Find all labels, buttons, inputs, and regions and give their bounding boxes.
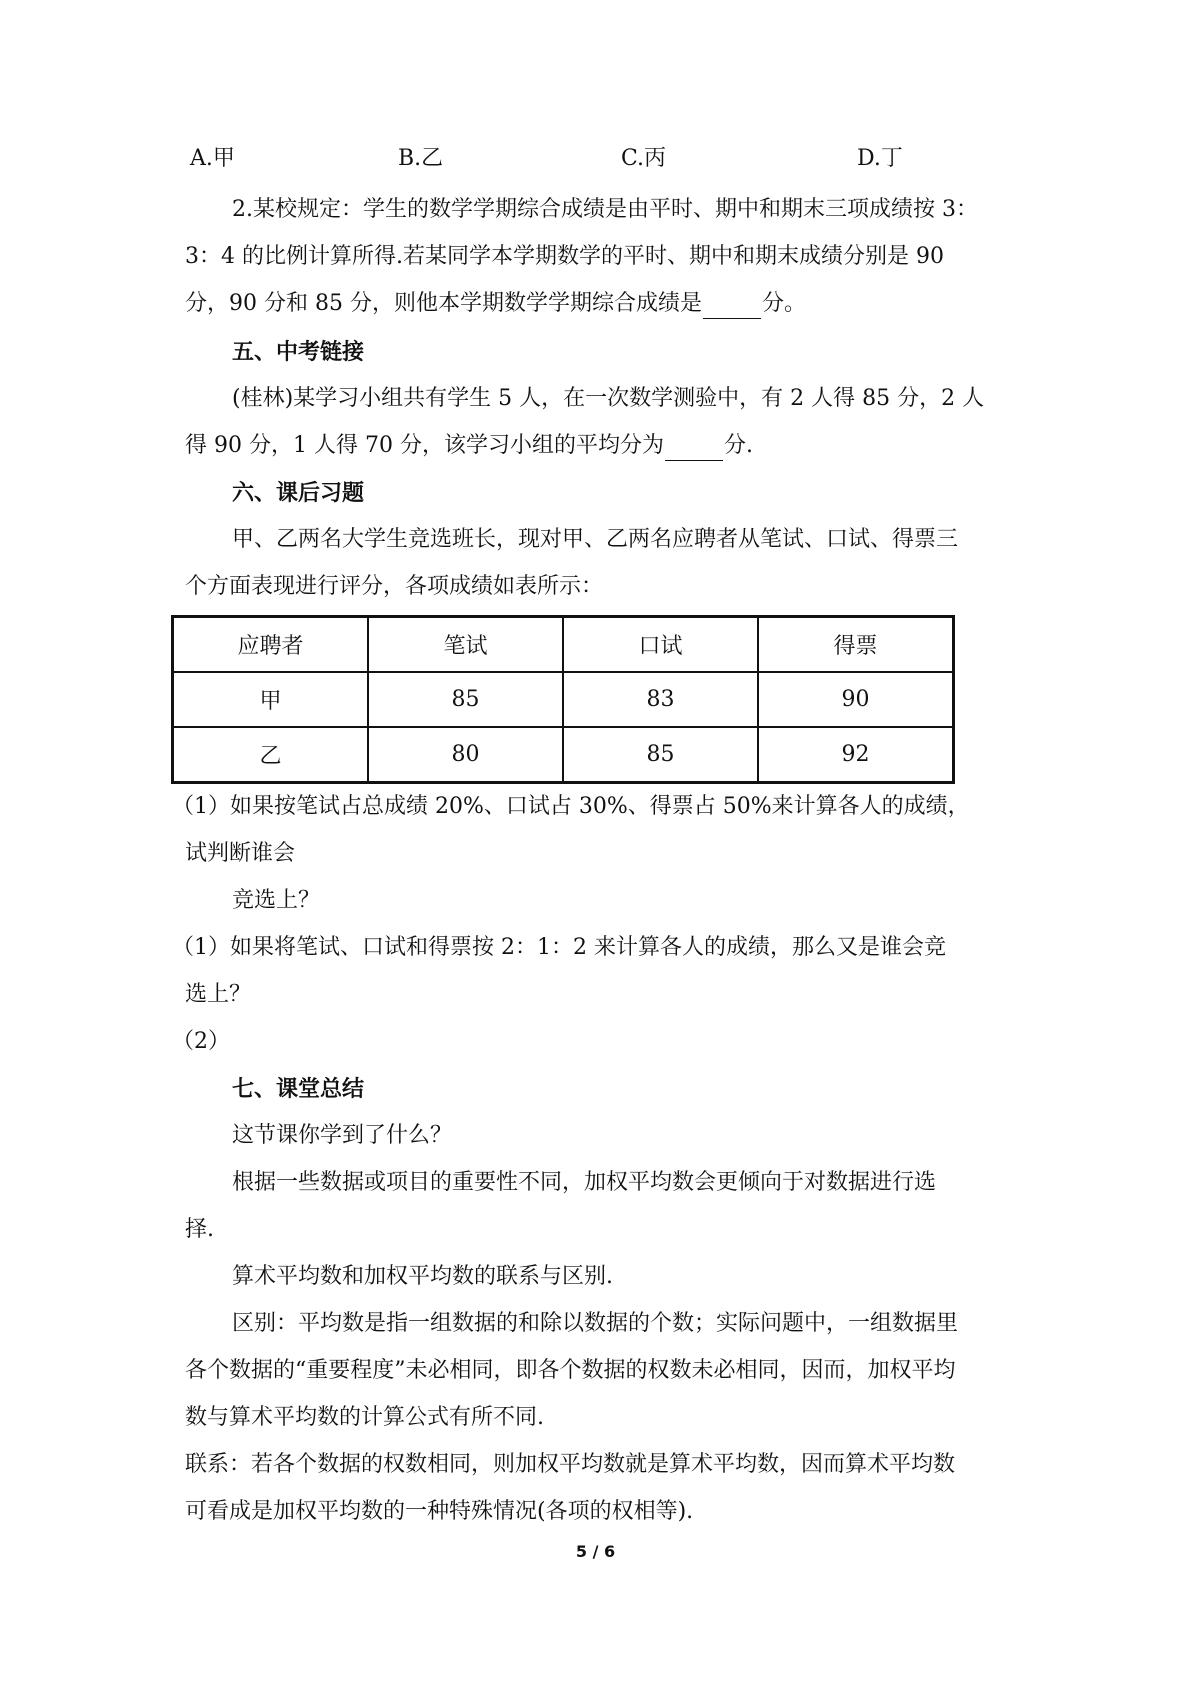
summary-p1: 这节课你学到了什么？ [232,1123,453,1148]
section-6-heading: 六、课后习题 [232,480,365,506]
q2-line-2: 3：4 的比例计算所得.若某同学本学期数学的平时、期中和期末成绩分别是 90 [185,244,944,269]
table-cell: 85 [368,672,563,727]
summary-p4-line-1: 区别：平均数是指一组数据的和除以数据的个数；实际问题中，一组数据里 [232,1311,959,1336]
table-cell: 85 [563,727,758,782]
section-5-heading: 五、中考链接 [232,339,365,365]
table-cell: 83 [563,672,758,727]
table-cell: 乙 [173,727,368,782]
table-cell: 80 [368,727,563,782]
table-cell: 92 [758,727,953,782]
section-5-line-2-after: 分. [723,433,753,458]
score-table [171,615,955,784]
answer-blank [703,296,761,319]
section-5-line-1: (桂林)某学习小组共有学生 5 人，在一次数学测验中，有 2 人得 85 分，2 人 [232,386,985,411]
section-7-heading: 七、课堂总结 [232,1076,365,1102]
q2-line-1: 2.某校规定：学生的数学学期综合成绩是由平时、期中和期末三项成绩按 3： [232,197,978,222]
table-header-cell: 口试 [563,617,758,672]
option-d: D.丁 [857,146,903,171]
summary-p3: 算术平均数和加权平均数的联系与区别. [232,1264,613,1289]
summary-p4-line-3: 数与算术平均数的计算公式有所不同. [185,1405,544,1430]
table-header-cell: 得票 [758,617,953,672]
section-5-line-2-before: 得 90 分，1 人得 70 分，该学习小组的平均分为 [185,433,664,458]
summary-p2-line-2: 择. [185,1217,214,1242]
question-2-line-2: 选上？ [185,982,252,1007]
q2-line-3-before: 分，90 分和 85 分，则他本学期数学学期综合成绩是 [185,291,702,316]
answer-blank [665,438,723,461]
table-cell: 甲 [173,672,368,727]
question-3-label: （2） [172,1029,230,1054]
question-1-line-1: （1）如果按笔试占总成绩 20%、口试占 30%、得票占 50%来计算各人的成绩， [172,794,970,819]
q2-line-3-after: 分。 [761,291,806,316]
page-number: 5 / 6 [575,1542,616,1561]
summary-p5-line-2: 可看成是加权平均数的一种特殊情况(各项的权相等). [185,1499,694,1524]
summary-p5-line-1: 联系：若各个数据的权数相同，则加权平均数就是算术平均数，因而算术平均数 [185,1452,956,1477]
option-a: A.甲 [190,146,235,171]
section-5-line-2 [185,431,753,461]
section-6-line-1: 甲、乙两名大学生竞选班长，现对甲、乙两名应聘者从笔试、口试、得票三 [232,527,959,552]
question-1-line-3: 竞选上？ [232,888,321,913]
table-header-cell: 笔试 [368,617,563,672]
option-b: B.乙 [398,146,444,171]
option-c: C.丙 [621,146,667,171]
table-header-cell: 应聘者 [173,617,368,672]
question-1-line-2: 试判断谁会 [185,841,296,866]
section-6-line-2: 个方面表现进行评分，各项成绩如表所示： [185,574,604,599]
table-row [173,672,953,727]
question-2-line-1: （1）如果将笔试、口试和得票按 2：1：2 来计算各人的成绩，那么又是谁会竞 [172,935,946,960]
summary-p2-line-1: 根据一些数据或项目的重要性不同，加权平均数会更倾向于对数据进行选 [232,1170,937,1195]
table-header-row [173,617,953,672]
summary-p4-line-2: 各个数据的“重要程度”未必相同，即各个数据的权数未必相同，因而，加权平均 [185,1358,956,1383]
table-row [173,727,953,782]
q2-line-3 [185,289,806,319]
table-cell: 90 [758,672,953,727]
